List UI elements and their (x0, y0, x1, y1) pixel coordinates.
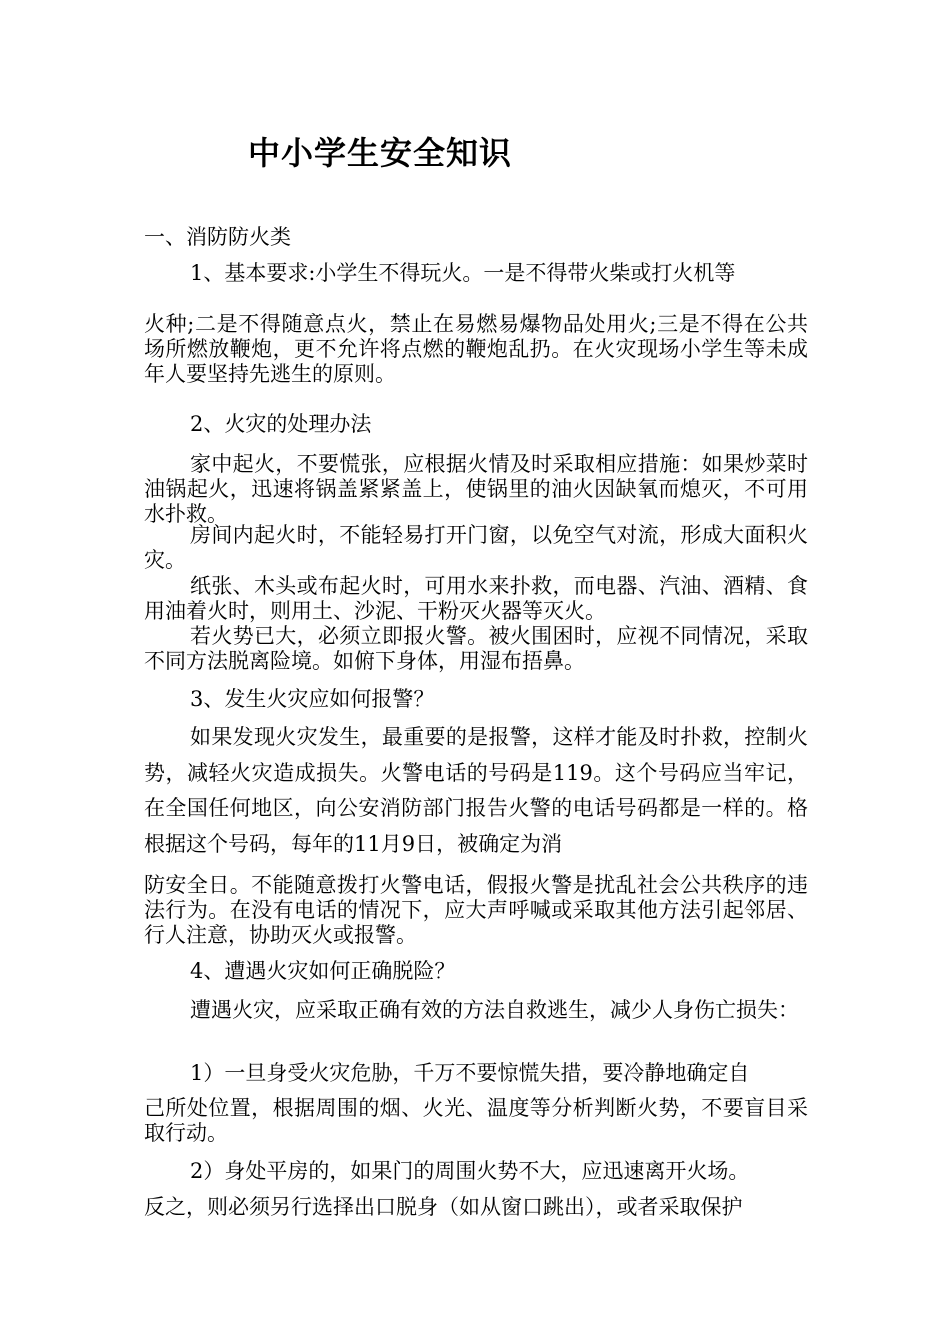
paragraph-escape-intro: 遭遇火灾，应采取正确有效的方法自救逃生，减少人身伤亡损失： (190, 998, 799, 1022)
paragraph-basic-requirements-rest: 火种;二是不得随意点火，禁止在易燃易爆物品处用火;三是不得在公共场所燃放鞭炮，更不允许将点燃的鞭炮乱扔。在火灾现场小学生等未成年人要坚持先逃生的原则。 (144, 312, 808, 386)
paragraph-escape-step1-line1: 1）一旦身受火灾危胁，千万不要惊慌失措，要冷静地确定自 (190, 1061, 750, 1085)
paragraph-home-fire: 家中起火，不要慌张，应根据火情及时采取相应措施：如果炒菜时油锅起火，迅速将锅盖紧紧盖上，使锅里的油火因缺氧而熄灭，不可用水扑救。 (144, 452, 808, 526)
paragraph-big-fire: 若火势已大，必须立即报火警。被火围困时，应视不同情况，采取不同方法脱离险境。如俯下身体，用湿布捂鼻。 (144, 624, 808, 673)
paragraph-escape-step2-line2: 反之，则必须另行选择出口脱身（如从窗口跳出），或者采取保护 (144, 1195, 743, 1219)
section-heading-fire-prevention: 一、消防防火类 (144, 225, 291, 249)
paragraph-escape-step1-rest: 己所处位置，根据周围的烟、火光、温度等分析判断火势，不要盲目采取行动。 (144, 1096, 808, 1145)
paragraph-room-fire: 房间内起火时，不能轻易打开门窗，以免空气对流，形成大面积火灾。 (144, 523, 808, 572)
subheading-escape: 4、遭遇火灾如何正确脱险？ (190, 959, 456, 983)
paragraph-basic-requirements-line1: 1、基本要求:小学生不得玩火。一是不得带火柴或打火机等 (190, 261, 736, 285)
subheading-fire-handling: 2、火灾的处理办法 (190, 412, 372, 436)
paragraph-report-fire-part2: 防安全日。不能随意拨打火警电话，假报火警是扰乱社会公共秩序的违法行为。在没有电话的情况下，应大声呼喊或采取其他方法引起邻居、行人注意，协助灭火或报警。 (144, 873, 808, 947)
subheading-how-to-report: 3、发生火灾应如何报警？ (190, 687, 435, 711)
document-title: 中小学生安全知识 (248, 134, 513, 172)
paragraph-paper-wood-fire: 纸张、木头或布起火时，可用水来扑救，而电器、汽油、酒精、食用油着火时，则用土、沙泥、干粉灭火器等灭火。 (144, 574, 808, 623)
paragraph-report-fire-part1: 如果发现火灾发生，最重要的是报警，这样才能及时扑救，控制火势，减轻火灾造成损失。火警电话的号码是119。这个号码应当牢记，在全国任何地区，向公安消防部门报告火警的电话号码都是一样的。格根据这个号码，每年的11月9日，被确定为消 (144, 725, 808, 856)
paragraph-escape-step2-line1: 2）身处平房的，如果门的周围火势不大，应迅速离开火场。 (190, 1159, 750, 1183)
